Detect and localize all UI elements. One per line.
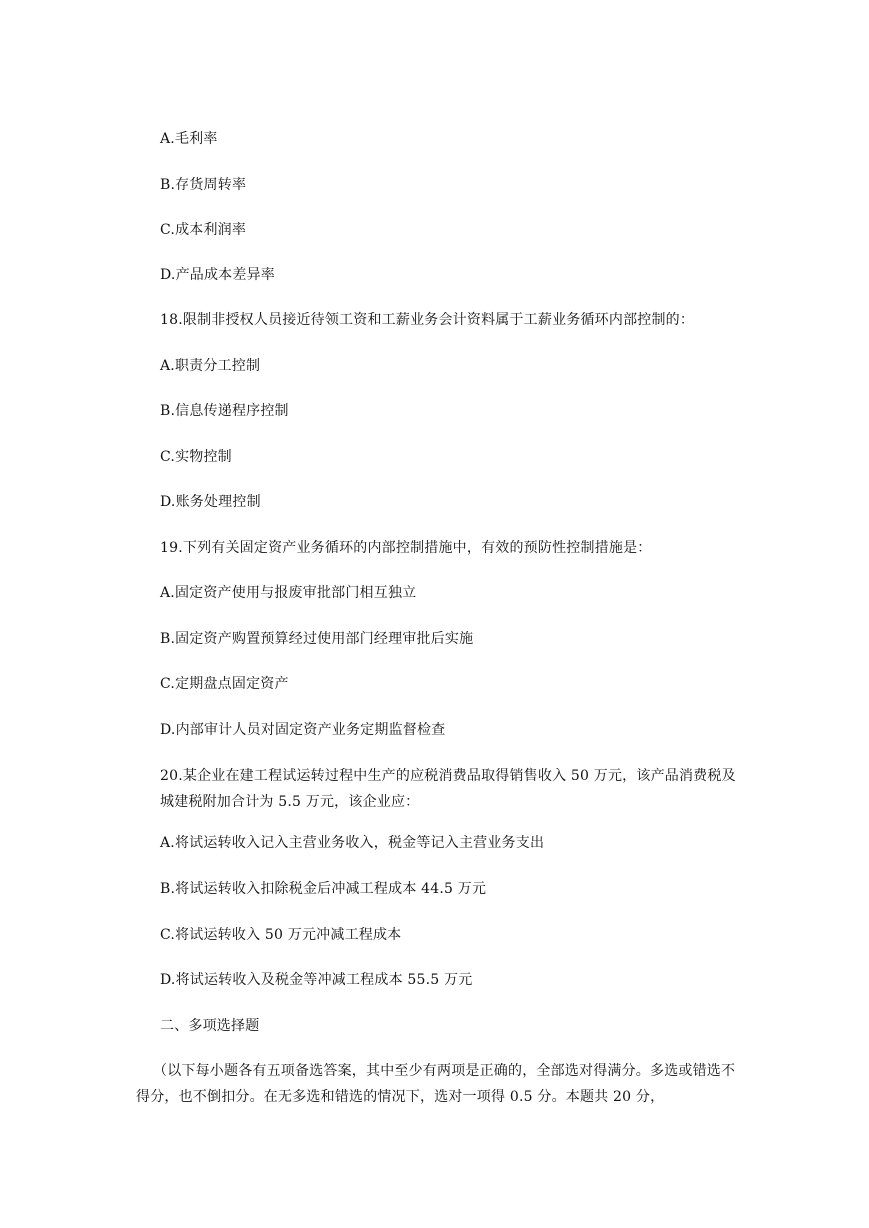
option-c-q19: C.定期盘点固定资产	[160, 676, 289, 692]
section-instructions: （以下每小题各有五项备选答案，其中至少有两项是正确的，全部选对得满分。多选或错选不得分，也不倒扣分。在无多选和错选的情况下，选对一项得 0.5 分。本题共 20 分，	[136, 1063, 736, 1105]
section-heading-multiple-choice: 二、多项选择题	[160, 1018, 260, 1034]
option-b-q19: B.固定资产购置预算经过使用部门经理审批后实施	[160, 631, 474, 647]
question-20: 20.某企业在建工程试运转过程中生产的应税消费品取得销售收入 50 万元，该产品消费税及城建税附加合计为 5.5 万元，该企业应：	[160, 768, 736, 810]
question-18: 18.限制非授权人员接近待领工资和工薪业务会计资料属于工薪业务循环内部控制的：	[160, 312, 695, 328]
option-d-q17: D.产品成本差异率	[160, 267, 275, 283]
option-d-q20: D.将试运转收入及税金等冲减工程成本 55.5 万元	[160, 972, 473, 988]
option-c-q17: C.成本利润率	[160, 222, 247, 238]
option-d-q19: D.内部审计人员对固定资产业务定期监督检查	[160, 722, 446, 738]
option-b-q20: B.将试运转收入扣除税金后冲减工程成本 44.5 万元	[160, 881, 487, 897]
option-b-q18: B.信息传递程序控制	[160, 403, 289, 419]
option-c-q20: C.将试运转收入 50 万元冲减工程成本	[160, 927, 402, 943]
question-19: 19.下列有关固定资产业务循环的内部控制措施中，有效的预防性控制措施是：	[160, 540, 652, 556]
option-a-q17: A.毛利率	[160, 131, 218, 147]
option-d-q18: D.账务处理控制	[160, 494, 261, 510]
option-a-q20: A.将试运转收入记入主营业务收入，税金等记入主营业务支出	[160, 835, 545, 851]
option-a-q19: A.固定资产使用与报废审批部门相互独立	[160, 585, 417, 601]
option-b-q17: B.存货周转率	[160, 177, 247, 193]
option-a-q18: A.职责分工控制	[160, 358, 261, 374]
option-c-q18: C.实物控制	[160, 449, 232, 465]
